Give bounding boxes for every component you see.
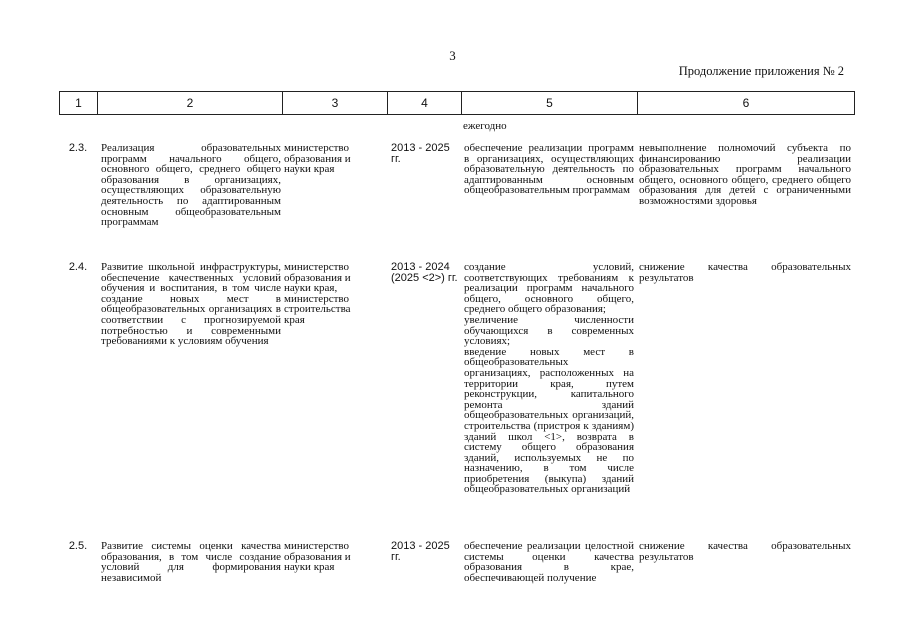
executor: министерство образования и науки края <box>284 142 351 176</box>
column-header-6: 6 <box>638 92 855 115</box>
measure-name: Развитие школьной инфраструктуры, обеспечение качественных условий обучения и воспитания, в том числе создание новых мест в общеобразовательных организациях в соответствии с прогнозируемой потребностью и современными требованиями к условиям обучения <box>101 261 281 348</box>
continuation-label: Продолжение приложения № 2 <box>678 64 844 78</box>
column-header-table <box>59 91 855 115</box>
expected-result <box>464 262 634 495</box>
consequence: снижение качества образовательных результатов <box>639 540 851 563</box>
result-paragraph: введение новых мест в общеобразовательных организациях, расположенных на территории края, путем реконструкции, капитального ремонта зданий общеобразовательных организаций, строительства (пристроя к зданиям) зданий школ <1>, возврата в систему общего образования зданий, используемых не по назначению, в том числе приобретения (выкупа) зданий общеобразовательных организаций <box>464 345 634 496</box>
page-number: 3 <box>449 48 456 63</box>
expected-result <box>464 143 634 196</box>
executor: министерство образования и науки края, министерство строительства края <box>284 261 351 326</box>
period: 2013 - 2025 гг. <box>391 540 450 563</box>
result-paragraph: обеспечение реализации программ в организациях, осуществляющих образовательную деятельность по адаптированным основным общеобразовательным программам <box>464 142 634 197</box>
carry-over-text: ежегодно <box>463 120 507 132</box>
expected-result <box>464 541 634 583</box>
column-header-row <box>60 92 855 115</box>
result-paragraph: создание условий, соответствующих требованиям к реализации программ начального общего, основного общего, среднего общего образования; <box>464 261 634 316</box>
measure-name: Реализация образовательных программ начального общего, основного общего, среднего общего образования в организациях, осуществляющих образовательную деятельность по адаптированным основным общеобразовательным программам <box>101 142 281 229</box>
consequence: снижение качества образовательных результатов <box>639 261 851 284</box>
measure-name: Развитие системы оценки качества образования, в том числе создание условий для формирования независимой <box>101 540 281 584</box>
executor: министерство образования и науки края <box>284 540 351 574</box>
result-paragraph: обеспечение реализации целостной системы оценки качества образования в крае, обеспечивающей получение <box>464 540 634 584</box>
row-number: 2.5. <box>68 540 88 552</box>
column-header-3: 3 <box>283 92 388 115</box>
row-number: 2.4. <box>68 261 88 273</box>
row-number: 2.3. <box>68 142 88 154</box>
column-header-4: 4 <box>388 92 462 115</box>
period: 2013 - 2025 гг. <box>391 142 450 165</box>
result-paragraph: увеличение численности обучающихся в современных условиях; <box>464 313 634 348</box>
column-header-2: 2 <box>98 92 283 115</box>
period: 2013 - 2024 (2025 <2>) гг. <box>391 261 458 284</box>
column-header-5: 5 <box>462 92 638 115</box>
consequence: невыполнение полномочий субъекта по финансированию реализации образовательных программ начального общего, основного общего, среднего общего образования для детей с ограниченными возможностями здоровья <box>639 142 851 207</box>
column-header-1: 1 <box>60 92 98 115</box>
